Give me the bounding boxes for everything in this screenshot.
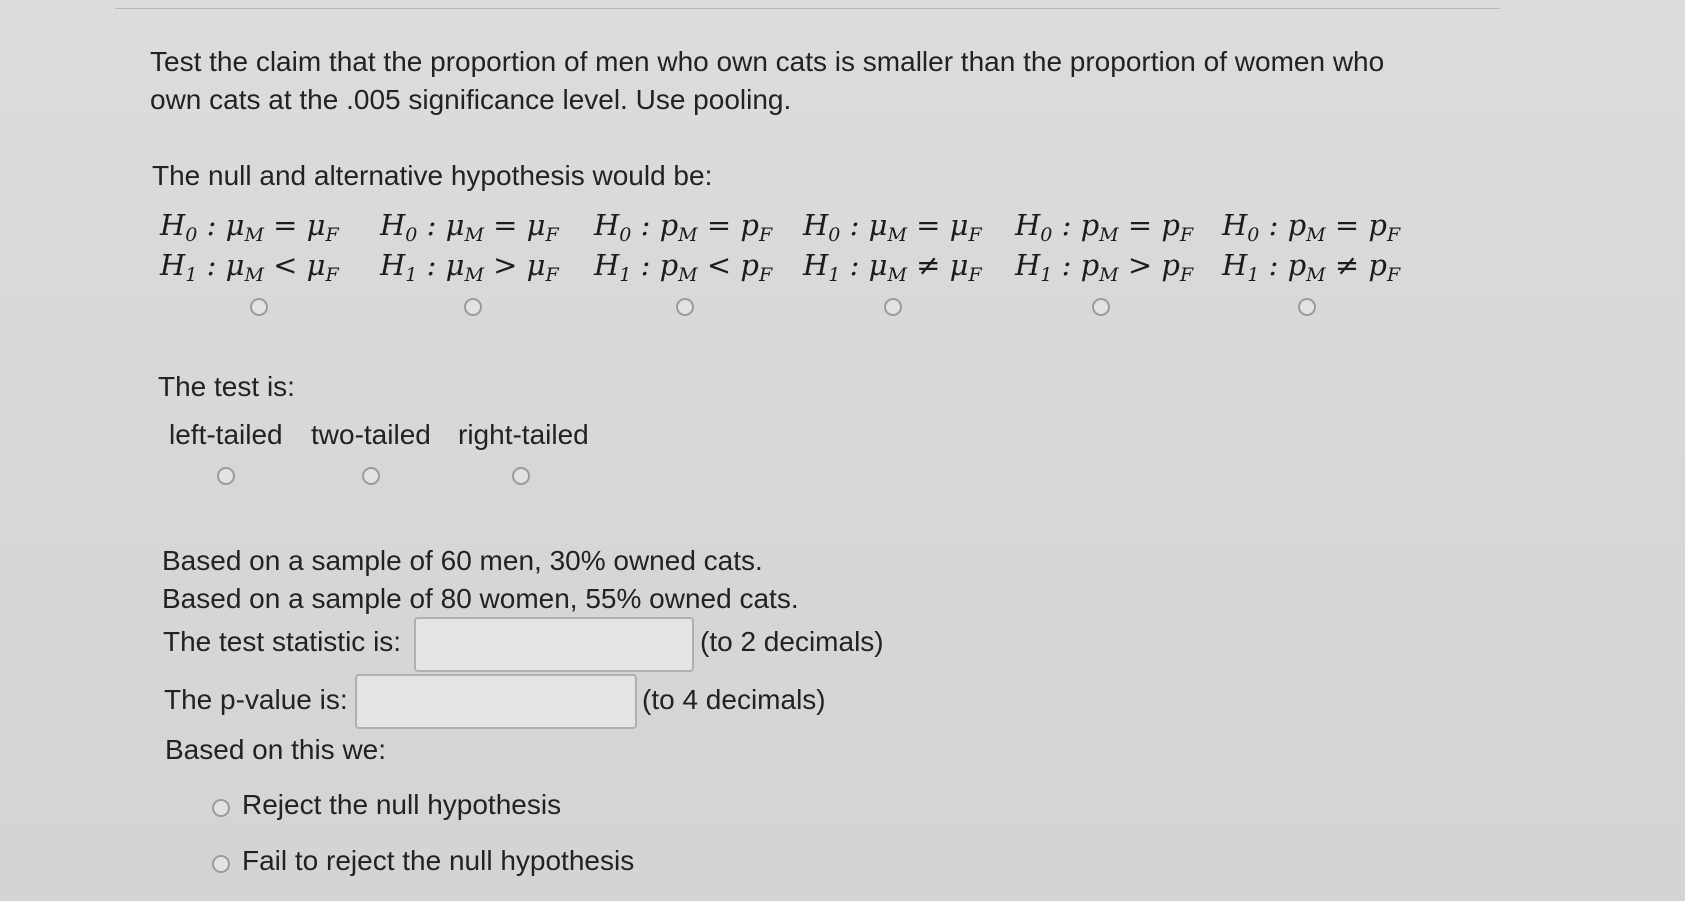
null-hypothesis-4: $H_0$ : $\mu_M = \mu_F$	[803, 208, 982, 246]
top-divider	[115, 8, 1500, 9]
hypothesis-option-5	[1015, 205, 1193, 285]
decision-label: Based on this we:	[165, 734, 387, 765]
hypothesis-radio-3[interactable]	[676, 298, 694, 316]
tail-left-label: left-tailed	[169, 419, 283, 450]
reject-null-label[interactable]: Reject the null hypothesis	[242, 789, 562, 820]
null-hypothesis-5: $H_0$ : $p_M = p_F$	[1015, 208, 1194, 246]
alternative-hypothesis-2: $H_1$ : $\mu_M > \mu_F$	[380, 248, 559, 286]
hypothesis-radio-4[interactable]	[884, 298, 902, 316]
test-statistic-input[interactable]	[414, 617, 694, 672]
hypothesis-option-3	[594, 205, 772, 285]
sample-women-text: Based on a sample of 80 women, 55% owned cats.	[162, 583, 799, 614]
null-hypothesis-1: $H_0$ : $\mu_M = \mu_F$	[160, 208, 339, 246]
null-hypothesis-2: $H_0$ : $\mu_M = \mu_F$	[380, 208, 559, 246]
tail-left-radio[interactable]	[217, 467, 235, 485]
p-value-label: The p-value is:	[164, 684, 348, 715]
alternative-hypothesis-1: $H_1$ : $\mu_M < \mu_F$	[160, 248, 339, 286]
test-type-label: The test is:	[158, 371, 295, 402]
p-value-hint: (to 4 decimals)	[642, 684, 826, 715]
hypothesis-option-6	[1222, 205, 1400, 285]
alternative-hypothesis-6: $H_1$ : $p_M \ne p_F$	[1222, 248, 1401, 286]
reject-null-radio[interactable]	[212, 799, 230, 817]
tail-right-radio[interactable]	[512, 467, 530, 485]
hypothesis-radio-5[interactable]	[1092, 298, 1110, 316]
null-hypothesis-6: $H_0$ : $p_M = p_F$	[1222, 208, 1401, 246]
alternative-hypothesis-4: $H_1$ : $\mu_M \ne \mu_F$	[803, 248, 982, 286]
fail-to-reject-radio[interactable]	[212, 855, 230, 873]
test-statistic-label: The test statistic is:	[163, 626, 402, 657]
hypothesis-radio-1[interactable]	[250, 298, 268, 316]
hypothesis-option-2	[380, 205, 559, 285]
null-hypothesis-3: $H_0$ : $p_M = p_F$	[594, 208, 773, 246]
hypothesis-radio-6[interactable]	[1298, 298, 1316, 316]
sample-info	[162, 542, 799, 618]
test-statistic-hint: (to 2 decimals)	[700, 626, 884, 657]
alternative-hypothesis-5: $H_1$ : $p_M > p_F$	[1015, 248, 1194, 286]
tail-two-label: two-tailed	[311, 419, 431, 450]
hypothesis-label: The null and alternative hypothesis would be:	[152, 160, 713, 191]
sample-men-text: Based on a sample of 60 men, 30% owned cats.	[162, 545, 763, 576]
hypothesis-option-1	[160, 205, 339, 285]
question-intro: Test the claim that the proportion of men who own cats is smaller than the proportion of women who own cats at the .005 significance level. Use pooling.	[150, 46, 1385, 115]
hypothesis-option-4	[803, 205, 982, 285]
p-value-input[interactable]	[355, 674, 637, 729]
alternative-hypothesis-3: $H_1$ : $p_M < p_F$	[594, 248, 773, 286]
fail-to-reject-label[interactable]: Fail to reject the null hypothesis	[242, 845, 635, 876]
hypothesis-radio-2[interactable]	[464, 298, 482, 316]
tail-right-label: right-tailed	[458, 419, 589, 450]
tail-two-radio[interactable]	[362, 467, 380, 485]
